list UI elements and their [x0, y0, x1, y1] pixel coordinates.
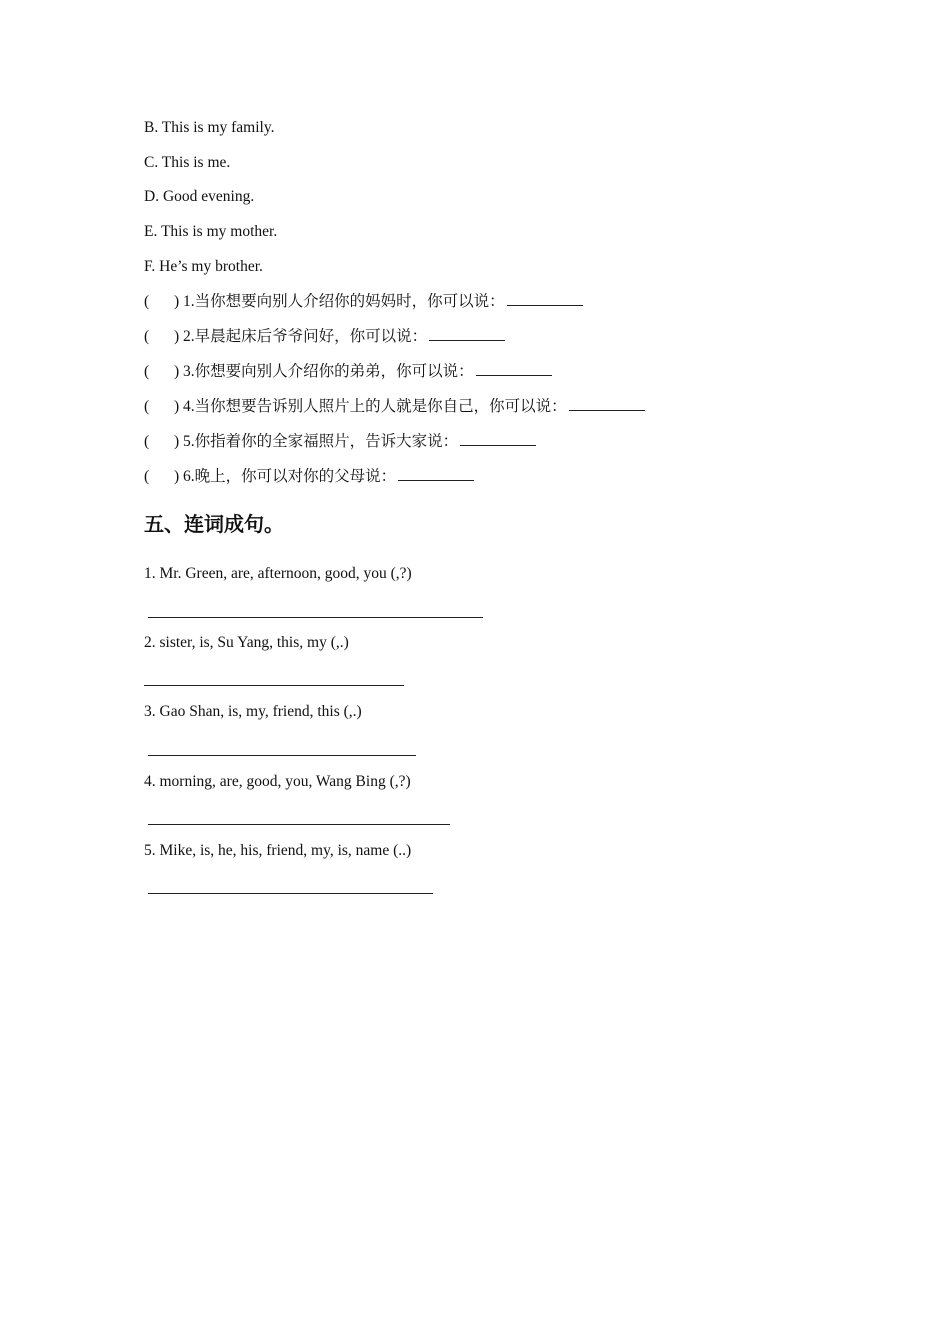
answer-paren-open[interactable]: ( — [144, 293, 150, 310]
answer-line-2[interactable] — [144, 685, 404, 686]
option-b: B. This is my family. — [144, 119, 275, 136]
answer-line-3[interactable] — [148, 755, 416, 756]
answer-paren-open[interactable]: ( — [144, 433, 150, 450]
question-text: 4.当你想要告诉别人照片上的人就是你自己，你可以说： — [183, 398, 567, 415]
answer-paren-close: ) — [174, 328, 180, 345]
matching-question-2 — [144, 327, 505, 347]
answer-paren-close: ) — [174, 468, 180, 485]
sentence-item-5: 5. Mike, is, he, his, friend, my, is, name (..) — [144, 842, 412, 859]
question-text: 5.你指着你的全家福照片，告诉大家说： — [183, 433, 459, 450]
answer-blank[interactable] — [460, 444, 536, 446]
sentence-item-2: 2. sister, is, Su Yang, this, my (,.) — [144, 634, 349, 651]
matching-question-6 — [144, 467, 474, 487]
matching-question-3 — [144, 362, 552, 382]
answer-paren-open[interactable]: ( — [144, 468, 150, 485]
answer-blank[interactable] — [398, 479, 474, 481]
answer-line-4[interactable] — [148, 824, 450, 825]
sentence-item-1: 1. Mr. Green, are, afternoon, good, you (,?) — [144, 565, 412, 582]
question-text: 6.晚上，你可以对你的父母说： — [183, 468, 397, 485]
answer-line-5[interactable] — [148, 893, 433, 894]
answer-paren-close: ) — [174, 363, 180, 380]
answer-blank[interactable] — [429, 339, 505, 341]
answer-paren-close: ) — [174, 293, 180, 310]
question-text: 3.你想要向别人介绍你的弟弟，你可以说： — [183, 363, 474, 380]
answer-paren-open[interactable]: ( — [144, 398, 150, 415]
matching-question-1 — [144, 292, 583, 312]
sentence-item-3: 3. Gao Shan, is, my, friend, this (,.) — [144, 703, 362, 720]
section-5-title: 五、连词成句。 — [144, 512, 284, 536]
answer-blank[interactable] — [476, 374, 552, 376]
answer-paren-open[interactable]: ( — [144, 328, 150, 345]
answer-paren-open[interactable]: ( — [144, 363, 150, 380]
answer-paren-close: ) — [174, 433, 180, 450]
answer-line-1[interactable] — [148, 617, 483, 618]
answer-blank[interactable] — [569, 409, 645, 411]
option-e: E. This is my mother. — [144, 223, 278, 240]
option-d: D. Good evening. — [144, 188, 255, 205]
matching-question-4 — [144, 397, 645, 417]
answer-blank[interactable] — [507, 304, 583, 306]
question-text: 1.当你想要向别人介绍你的妈妈时，你可以说： — [183, 293, 505, 310]
option-c: C. This is me. — [144, 154, 231, 171]
option-f: F. He’s my brother. — [144, 258, 263, 275]
matching-question-5 — [144, 432, 536, 452]
question-text: 2.早晨起床后爷爷问好，你可以说： — [183, 328, 428, 345]
answer-paren-close: ) — [174, 398, 180, 415]
sentence-item-4: 4. morning, are, good, you, Wang Bing (,?) — [144, 773, 411, 790]
